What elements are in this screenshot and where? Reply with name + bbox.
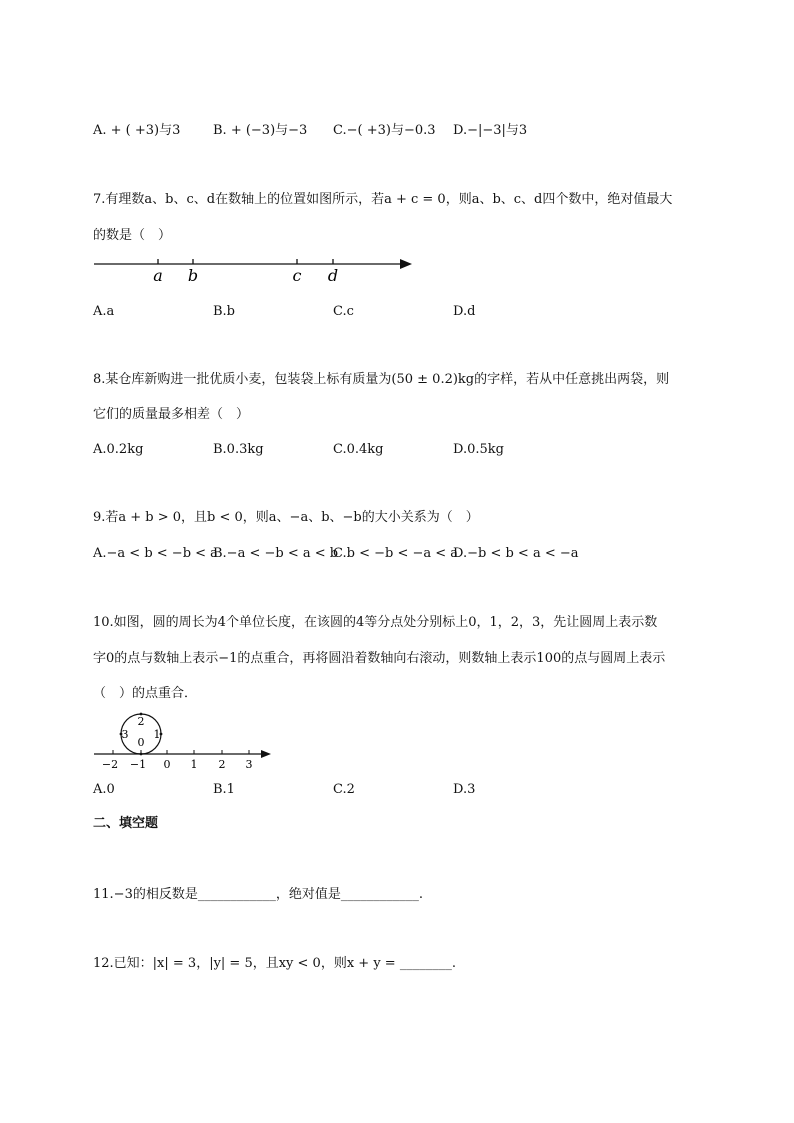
q10-stem-line3: （ ）的点重合． [93,686,198,701]
q10-option-a: A.0 [93,782,115,797]
q10-option-d: D.3 [453,782,476,797]
q8-option-a: A.0.2kg [93,442,144,457]
q10-circle-label-1: 1 [153,728,161,741]
q11-stem: 11.−3的相反数是____________，绝对值是____________. [93,887,423,902]
q8-option-b: B.0.3kg [213,442,264,457]
q7-number-line [90,254,420,288]
q12-stem: 12.已知：|x| = 3，|y| = 5，且xy < 0，则x + y = ________. [93,956,456,971]
q7-label-d: d [327,266,339,285]
q6-option-b: B. + (−3)与−3 [213,123,308,138]
q7-option-d: D.d [453,304,476,319]
q9-option-a: A.−a < b < −b < a [93,546,218,561]
q7-label-c: c [292,266,302,285]
q6-option-c: C.−( +3)与−0.3 [333,123,436,138]
q10-tick-label-3: 3 [245,758,253,771]
q10-stem-line1: 10.如图，圆的周长为4个单位长度，在该圆的4等分点处分别标上0，1，2，3，先让圆周上表示数 [93,615,658,630]
q7-stem-line2: 的数是（ ） [93,228,172,243]
section-fill-in-title: 二、填空题 [93,816,159,831]
q10-circle-label-0: 0 [137,736,145,749]
q10-axis-arrow [261,750,271,758]
q10-circle-label-3: 3 [121,728,129,741]
q10-tick-label-neg1: −1 [129,758,147,771]
q6-option-d: D.−|−3|与3 [453,123,528,138]
q10-option-c: C.2 [333,782,355,797]
q10-option-b: B.1 [213,782,235,797]
q9-stem: 9.若a + b > 0，且b < 0，则a、−a、b、−b的大小关系为（ ） [93,510,479,525]
q7-option-a: A.a [93,304,115,319]
q9-option-c: C.b < −b < −a < a [333,546,459,561]
q10-tick-label-1: 1 [190,758,198,771]
q10-tick-label-neg2: −2 [101,758,119,771]
q8-stem-line2: 它们的质量最多相差（ ） [93,407,250,422]
q6-option-a: A. + ( +3)与3 [93,123,181,138]
q8-option-c: C.0.4kg [333,442,384,457]
q9-option-d: D.−b < b < a < −a [453,546,579,561]
q7-axis-arrow [400,259,412,269]
q8-option-d: D.0.5kg [453,442,504,457]
q10-stem-line2: 字0的点与数轴上表示−1的点重合，再将圆沿着数轴向右滚动，则数轴上表示100的点与圆周上表示 [93,651,666,666]
q10-circle-label-2: 2 [137,715,145,728]
q7-label-a: a [153,266,163,285]
q10-circle-number-line [90,708,280,774]
q7-option-c: C.c [333,304,354,319]
q7-option-b: B.b [213,304,236,319]
q10-tick-label-0: 0 [163,758,171,771]
q7-label-b: b [187,266,199,285]
q9-option-b: B.−a < −b < a < b [213,546,339,561]
q10-tick-label-2: 2 [218,758,226,771]
q7-stem-line1: 7.有理数a、b、c、d在数轴上的位置如图所示，若a + c = 0，则a、b、c、d四个数中，绝对值最大 [93,192,673,207]
q8-stem-line1: 8.某仓库新购进一批优质小麦，包装袋上标有质量为(50 ± 0.2)kg的字样，若从中任意挑出两袋，则 [93,372,670,387]
